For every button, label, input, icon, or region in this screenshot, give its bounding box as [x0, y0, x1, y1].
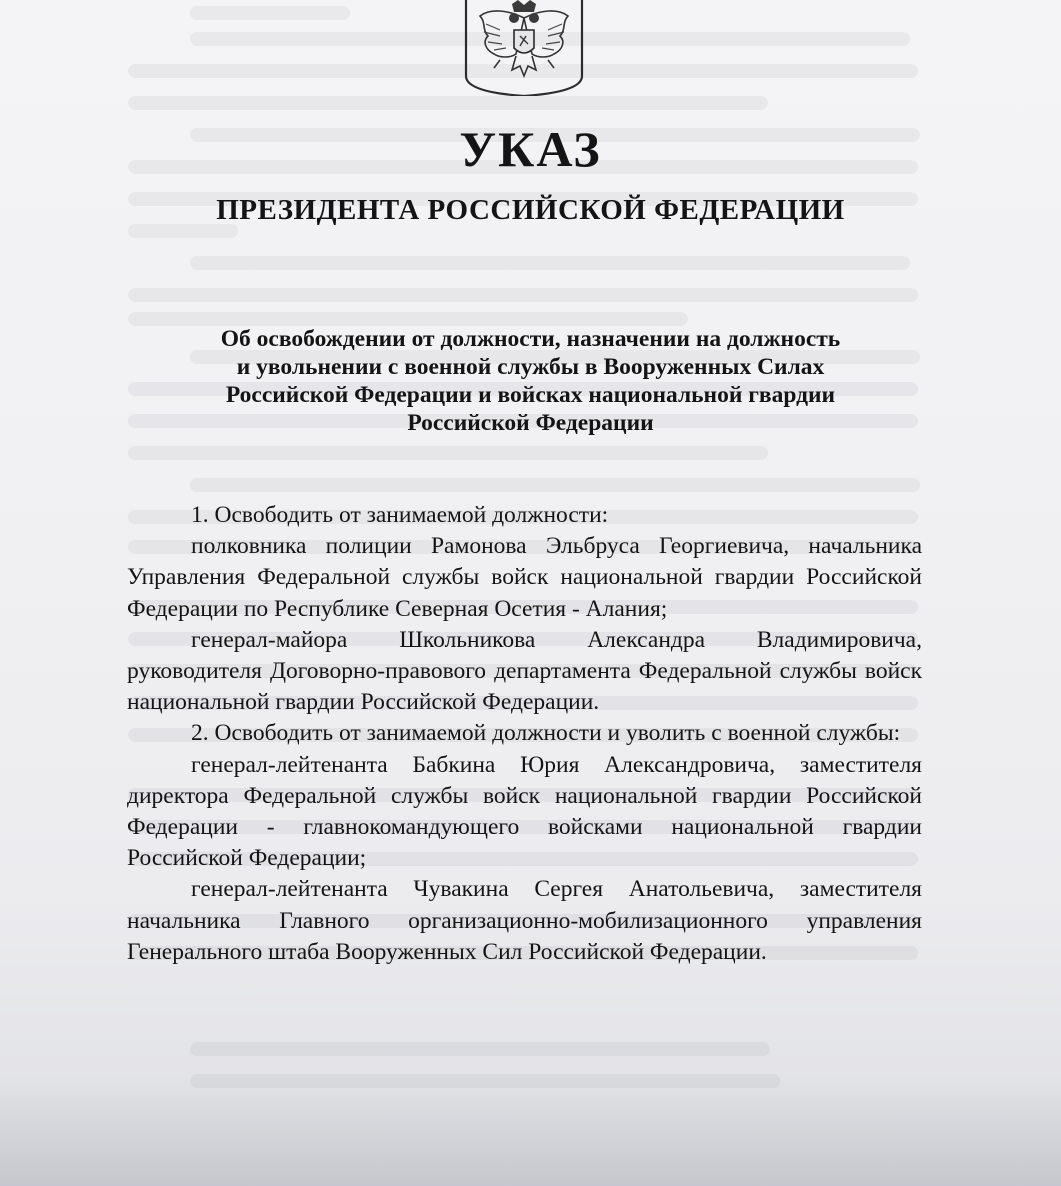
decree-body — [127, 500, 922, 968]
coat-of-arms-icon — [460, 0, 588, 96]
document-title: УКАЗ — [459, 121, 602, 177]
paragraph-shkolnikov: генерал-майора Школьникова Александра Владимировича, руководителя Договорно-правового департамента Федеральной службы войск национальной гвардии Российской Федерации. — [127, 626, 922, 716]
heading-line: и увольнении с военной службы в Вооруженных Силах — [236, 354, 825, 380]
paragraph-babkin: генерал-лейтенанта Бабкина Юрия Александровича, заместителя директора Федеральной службы войск национальной гвардии Российской Федерации - главнокомандующего войсками национальной гвардии Российской Федерации; — [127, 751, 922, 872]
document-subtitle: ПРЕЗИДЕНТА РОССИЙСКОЙ ФЕДЕРАЦИИ — [216, 194, 845, 226]
photo-shadow — [0, 1076, 1061, 1186]
decree-heading — [120, 325, 941, 437]
paragraph-item-2: 2. Освободить от занимаемой должности и уволить с военной службы: — [191, 720, 901, 747]
heading-line: Российской Федерации — [407, 410, 654, 436]
heading-line: Об освобождении от должности, назначении на должность — [220, 326, 841, 352]
paragraph-item-1: 1. Освободить от занимаемой должности: — [191, 502, 609, 528]
paragraph-chuvakin: генерал-лейтенанта Чувакина Сергея Анатольевича, заместителя начальника Главного организационно-мобилизационного управления Генерального штаба Вооруженных Сил Российской Федерации. — [127, 876, 922, 965]
heading-line: Российской Федерации и войсках национальной гвардии — [225, 382, 836, 408]
paragraph-ramonov: полковника полиции Рамонова Эльбруса Георгиевича, начальника Управления Федеральной службы войск национальной гвардии Российской Федерации по Республике Северная Осетия - Алания; — [127, 533, 922, 622]
